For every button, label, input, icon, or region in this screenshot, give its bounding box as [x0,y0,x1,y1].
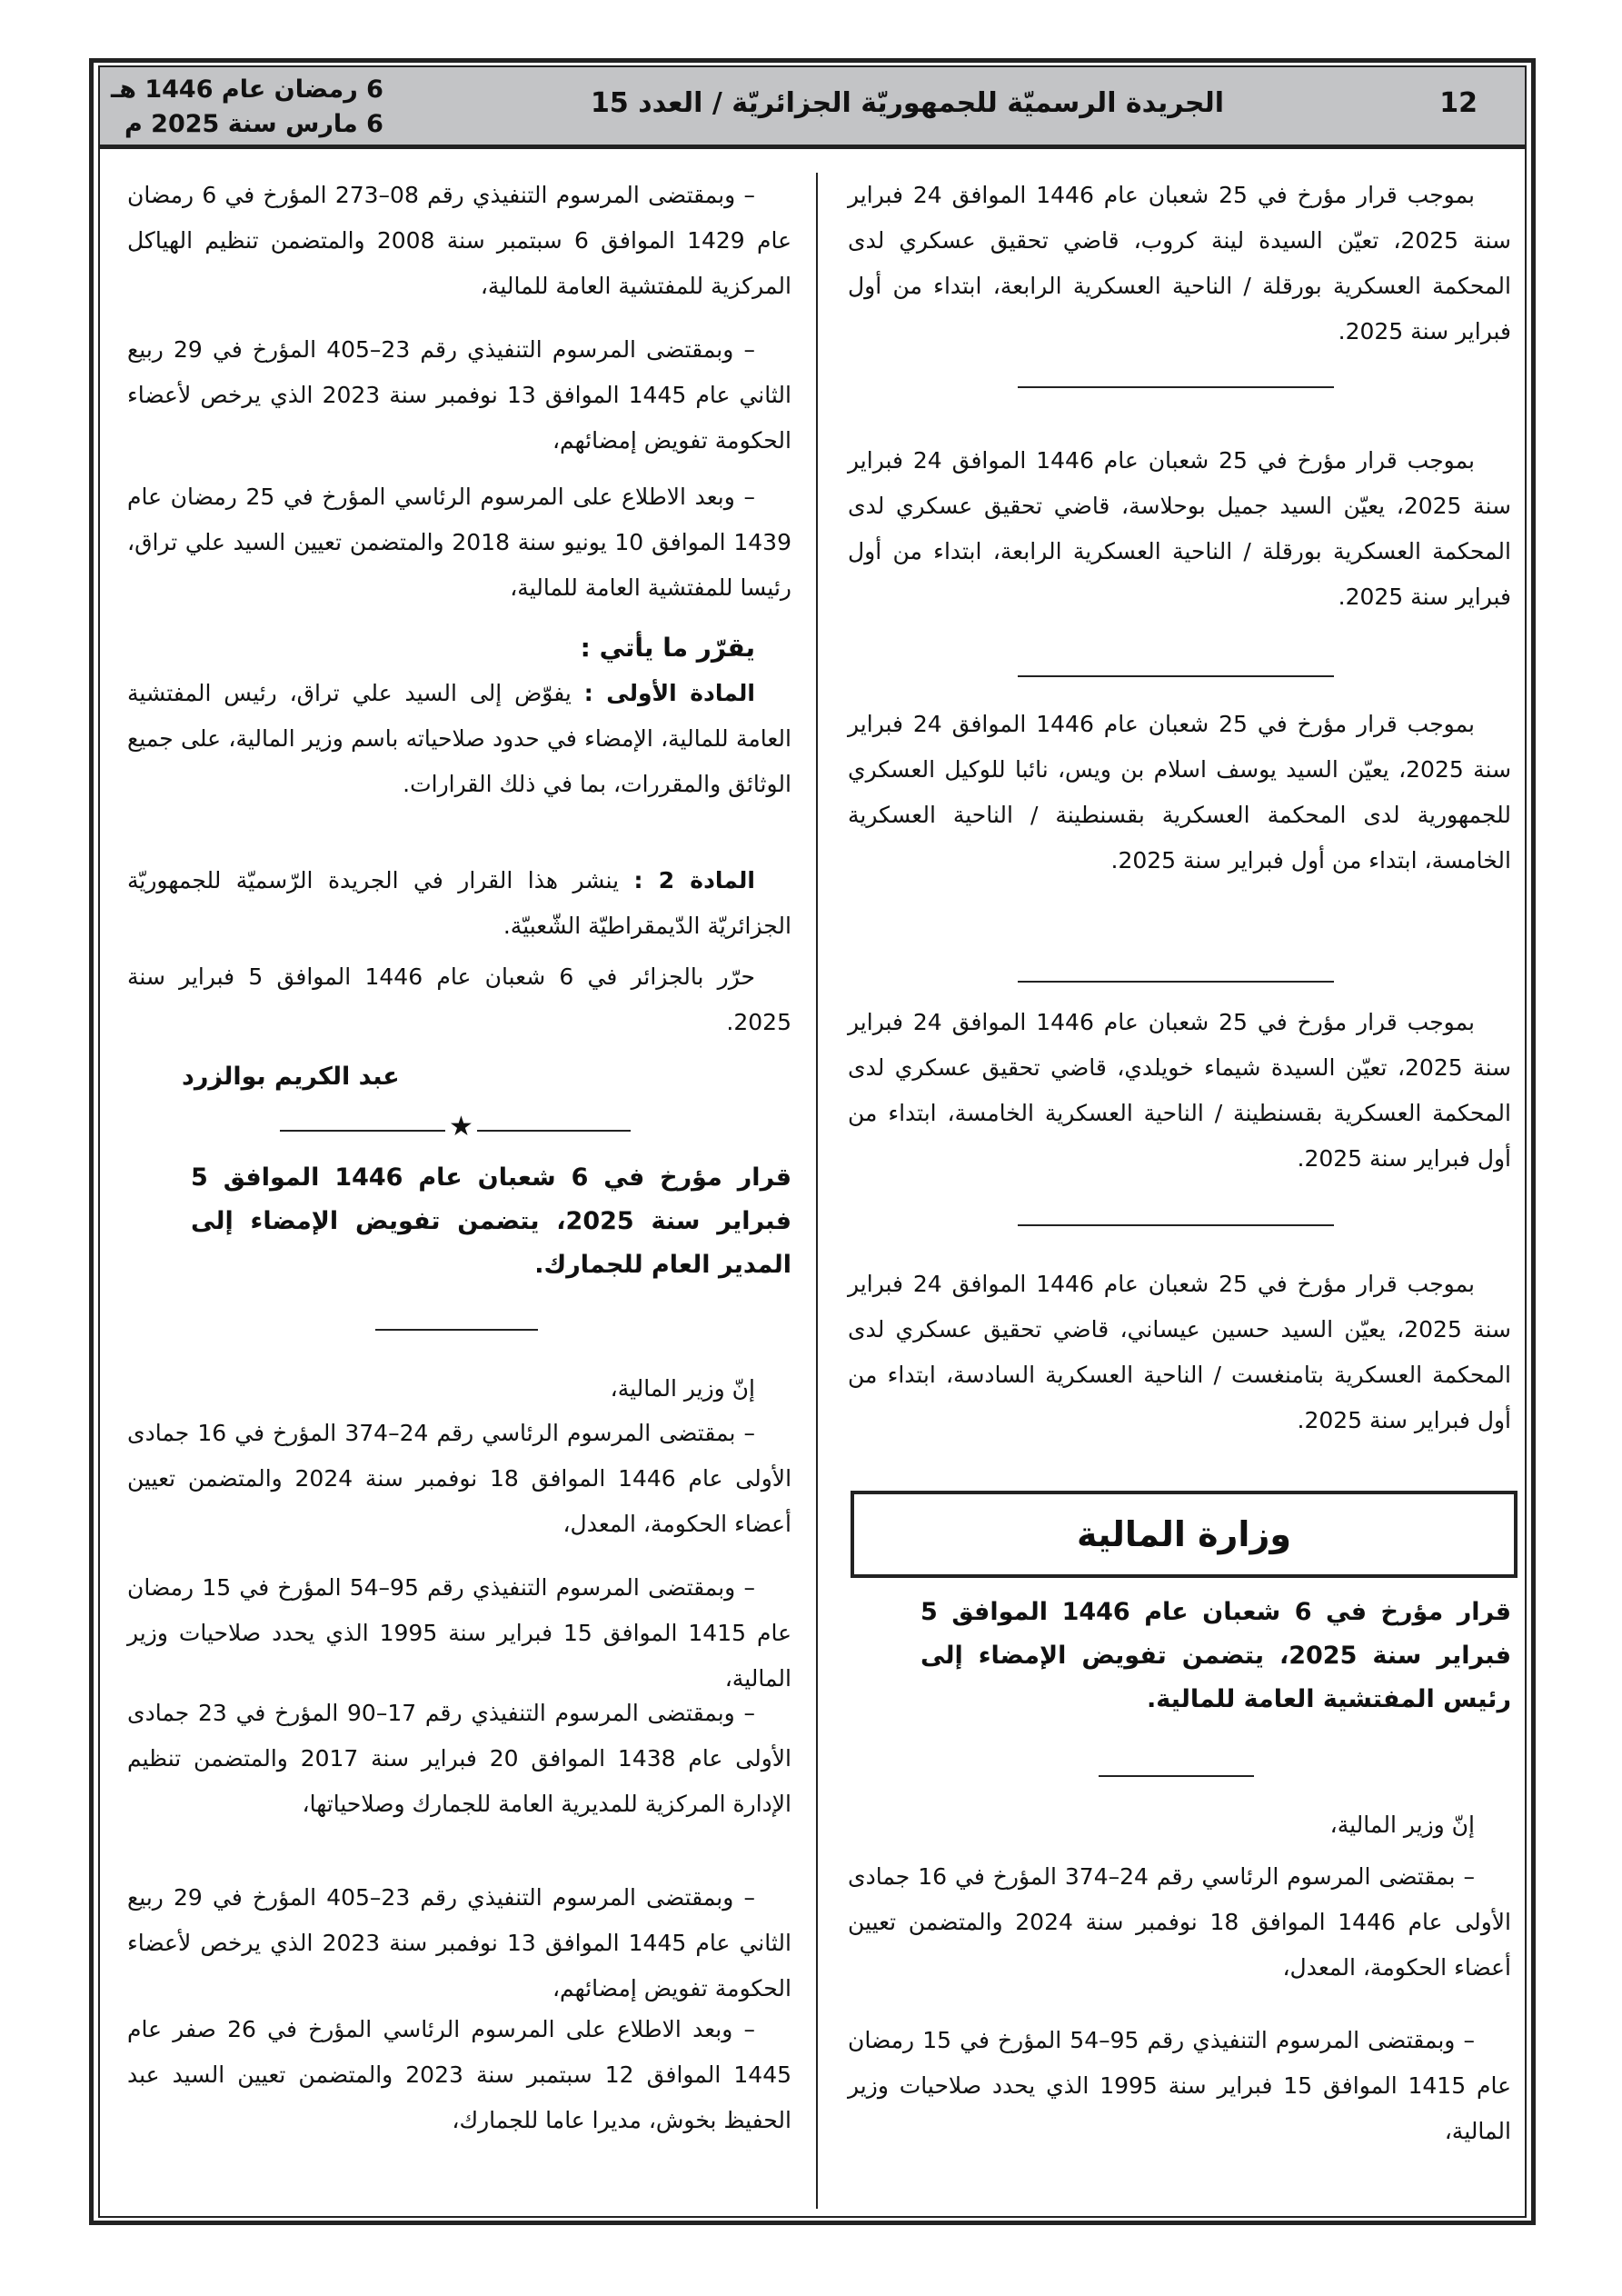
preamble-paragraph: – بمقتضى المرسوم الرئاسي رقم 24–374 المؤرخ في 16 جمادى الأولى عام 1446 الموافق 18 نوفمبر سنة 2024 والمتضمن تعيين أعضاء الحكومة، المعدل، [127,1420,792,1537]
preamble-paragraph: – وبمقتضى المرسوم التنفيذي رقم 17–90 المؤرخ في 23 جمادى الأولى عام 1438 الموافق 20 فبراير سنة 2017 والمتضمن تنظيم الإدارة المركزية للمديرية العامة للجمارك وصلاحياتها، [127,1700,791,1817]
separator [1099,1775,1254,1777]
decision-paragraph: بموجب قرار مؤرخ في 25 شعبان عام 1446 الموافق 24 فبراير سنة 2025، يعيّن السيد جميل بوحلاسة، قاضي تحقيق عسكري لدى المحكمة العسكرية بورقلة / الناحية العسكرية الرابعة، ابتداء من أول فبراير سنة 2025. [848,447,1512,610]
issue-date [111,73,383,142]
decision-title: قرار مؤرخ في 6 شعبان عام 1446 الموافق 5 فبراير سنة 2025، يتضمن تفويض الإمضاء إلى المدير العام للجمارك. [191,1163,791,1279]
preamble-intro: إنّ وزير المالية، [610,1375,755,1402]
article-2-label: المادة 2 : [633,867,755,893]
article-1-label: المادة الأولى : [583,680,755,706]
ministry-heading: وزارة المالية [851,1491,1518,1578]
done-at: حرّر بالجزائر في 6 شعبان عام 1446 الموافق 5 فبراير سنة 2025. [127,963,791,1035]
decision-paragraph: بموجب قرار مؤرخ في 25 شعبان عام 1446 الموافق 24 فبراير سنة 2025، يعيّن السيد يوسف اسلام بن ويس، نائبا للوكيل العسكري للجمهورية لدى المحكمة العسكرية بقسنطينة / الناحية العسكرية الخامسة، ابتداء من أول فبراير سنة 2025. [848,711,1512,873]
preamble-paragraph: – وبعد الاطلاع على المرسوم الرئاسي المؤرخ في 26 صفر عام 1445 الموافق 12 سبتمبر سنة 2023 والمتضمن تعيين السيد عبد الحفيظ بخوش، مديرا عاما للجمارك، [127,2016,792,2133]
preamble-paragraph: – وبمقتضى المرسوم التنفيذي رقم 23–405 المؤرخ في 29 ربيع الثاني عام 1445 الموافق 13 نوفمبر سنة 2023 الذي يرخص لأعضاء الحكومة تفويض إمضائهم، [127,336,791,454]
separator [1018,1224,1334,1226]
signature: عبد الكريم بوالزرد [182,1063,400,1091]
page-header [100,67,1525,149]
preamble-paragraph: – وبمقتضى المرسوم التنفيذي رقم 95–54 المؤرخ في 15 رمضان عام 1415 الموافق 15 فبراير سنة 1995 الذي يحدد صلاحيات وزير المالية، [127,1574,791,1692]
decision-paragraph: بموجب قرار مؤرخ في 25 شعبان عام 1446 الموافق 24 فبراير سنة 2025، تعيّن السيدة لينة كروب، قاضي تحقيق عسكري لدى المحكمة العسكرية بورقلة / الناحية العسكرية الرابعة، ابتداء من أول فبراير سنة 2025. [848,182,1511,344]
separator [1018,981,1334,983]
page-number: 12 [1439,87,1478,119]
preamble-paragraph: – وبمقتضى المرسوم التنفيذي رقم 23–405 المؤرخ في 29 ربيع الثاني عام 1445 الموافق 13 نوفمبر سنة 2023 الذي يرخص لأعضاء الحكومة تفويض إمضائهم، [127,1884,791,2002]
article-2-text: ينشر هذا القرار في الجريدة الرّسميّة للجمهوريّة الجزائريّة الدّيمقراطيّة الشّعبيّة. [127,867,791,939]
date-hijri: 6 رمضان عام 1446 هـ [111,75,383,104]
separator [1018,675,1334,677]
gazette-title: الجريدة الرسميّة للجمهوريّة الجزائريّة / العدد 15 [591,87,1225,119]
separator [1018,386,1334,388]
star-icon: ★ [445,1113,477,1141]
preamble-paragraph: – وبمقتضى المرسوم التنفيذي رقم 08–273 المؤرخ في 6 رمضان عام 1429 الموافق 6 سبتمبر سنة 2008 والمتضمن تنظيم الهياكل المركزية للمفتشية العامة للمالية، [127,182,791,299]
decision-paragraph: بموجب قرار مؤرخ في 25 شعبان عام 1446 الموافق 24 فبراير سنة 2025، يعيّن السيد حسين عيساني، قاضي تحقيق عسكري لدى المحكمة العسكرية بتامنغست / الناحية العسكرية السادسة، ابتداء من أول فبراير سنة 2025. [848,1271,1512,1433]
article-1-text: يفوّض إلى السيد علي تراق، رئيس المفتشية العامة للمالية، الإمضاء في حدود صلاحياته باسم وزير المالية، على جميع الوثائق والمقررات، بما في ذلك القرارات. [127,680,791,797]
decision-paragraph: بموجب قرار مؤرخ في 25 شعبان عام 1446 الموافق 24 فبراير سنة 2025، تعيّن السيدة شيماء خويلدي، قاضي تحقيق عسكري لدى المحكمة العسكرية بقسنطينة / الناحية العسكرية الخامسة، ابتداء من أول فبراير سنة 2025. [848,1009,1511,1172]
preamble-paragraph: – وبعد الاطلاع على المرسوم الرئاسي المؤرخ في 25 رمضان عام 1439 الموافق 10 يونيو سنة 2018 والمتضمن تعيين السيد علي تراق، رئيسا للمفتشية العامة للمالية، [127,484,791,601]
preamble-paragraph: – وبمقتضى المرسوم التنفيذي رقم 95–54 المؤرخ في 15 رمضان عام 1415 الموافق 15 فبراير سنة 1995 الذي يحدد صلاحيات وزير المالية، [848,2027,1511,2144]
decision-title: قرار مؤرخ في 6 شعبان عام 1446 الموافق 5 فبراير سنة 2025، يتضمن تفويض الإمضاء إلى رئيس المفتشية العامة للمالية. [920,1598,1512,1713]
preamble-paragraph: – بمقتضى المرسوم الرئاسي رقم 24–374 المؤرخ في 16 جمادى الأولى عام 1446 الموافق 18 نوفمبر سنة 2024 والمتضمن تعيين أعضاء الحكومة، المعدل، [848,1863,1511,1981]
date-gregorian: 6 مارس سنة 2025 م [124,110,383,138]
article-2 [127,858,791,949]
separator [375,1329,538,1331]
preamble-intro: إنّ وزير المالية، [1329,1812,1475,1838]
article-1 [127,671,791,807]
column-divider [816,173,818,2209]
decides-heading: يقرّر ما يأتي : [580,633,755,663]
